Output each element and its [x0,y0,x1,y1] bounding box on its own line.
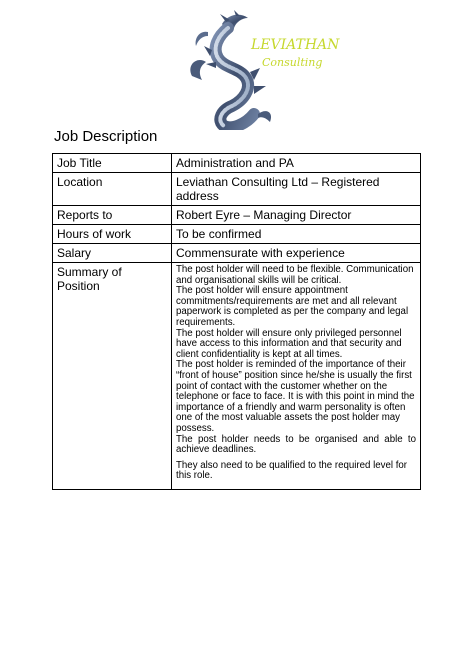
table-row [53,206,421,225]
table-row [53,173,421,206]
row-value: Administration and PA [172,154,421,173]
company-name: LEVIATHAN [251,37,340,53]
table-row-summary [53,263,421,490]
table-row [53,244,421,263]
row-label: Hours of work [53,225,172,244]
summary-paragraph: The post holder needs to be organised and able to achieve deadlines. [176,433,416,456]
row-label: Reports to [53,206,172,225]
row-value: To be confirmed [172,225,421,244]
summary-cell [172,263,421,490]
summary-text [176,265,416,482]
row-label: Salary [53,244,172,263]
row-label: Location [53,173,172,206]
summary-paragraph: The post holder will ensure only privileged personnel have access to this information and that security and client confidentiality is kept at all times. [176,327,402,360]
summary-paragraph: The post holder will need to be flexible. Communication and organisational skills will be critical. [176,264,414,286]
summary-paragraph: The post holder will ensure appointment commitments/requirements are met and all relevant paperwork is completed as per the company and legal requirements. [176,285,409,328]
company-subtitle: Consulting [262,56,323,69]
summary-label: Summary of Position [53,263,172,490]
row-value: Leviathan Consulting Ltd – Registered address [172,173,421,206]
row-label: Job Title [53,154,172,173]
table-row [53,154,421,173]
table-row [53,225,421,244]
row-value: Robert Eyre – Managing Director [172,206,421,225]
sea-serpent-icon [170,10,330,130]
page-title: Job Description [54,128,158,145]
job-description-table [52,153,421,490]
row-value: Commensurate with experience [172,244,421,263]
summary-paragraph: They also need to be qualified to the required level for this role. [176,459,408,482]
summary-paragraph: The post holder is reminded of the importance of their “front of house” position since he/she is usually the first point of contact with the customer whether on the telephone or face to face. It is with this point in mind the importance of a friendly and warm personality is often one of the most valuable assets the post holder may possess. [176,359,415,434]
